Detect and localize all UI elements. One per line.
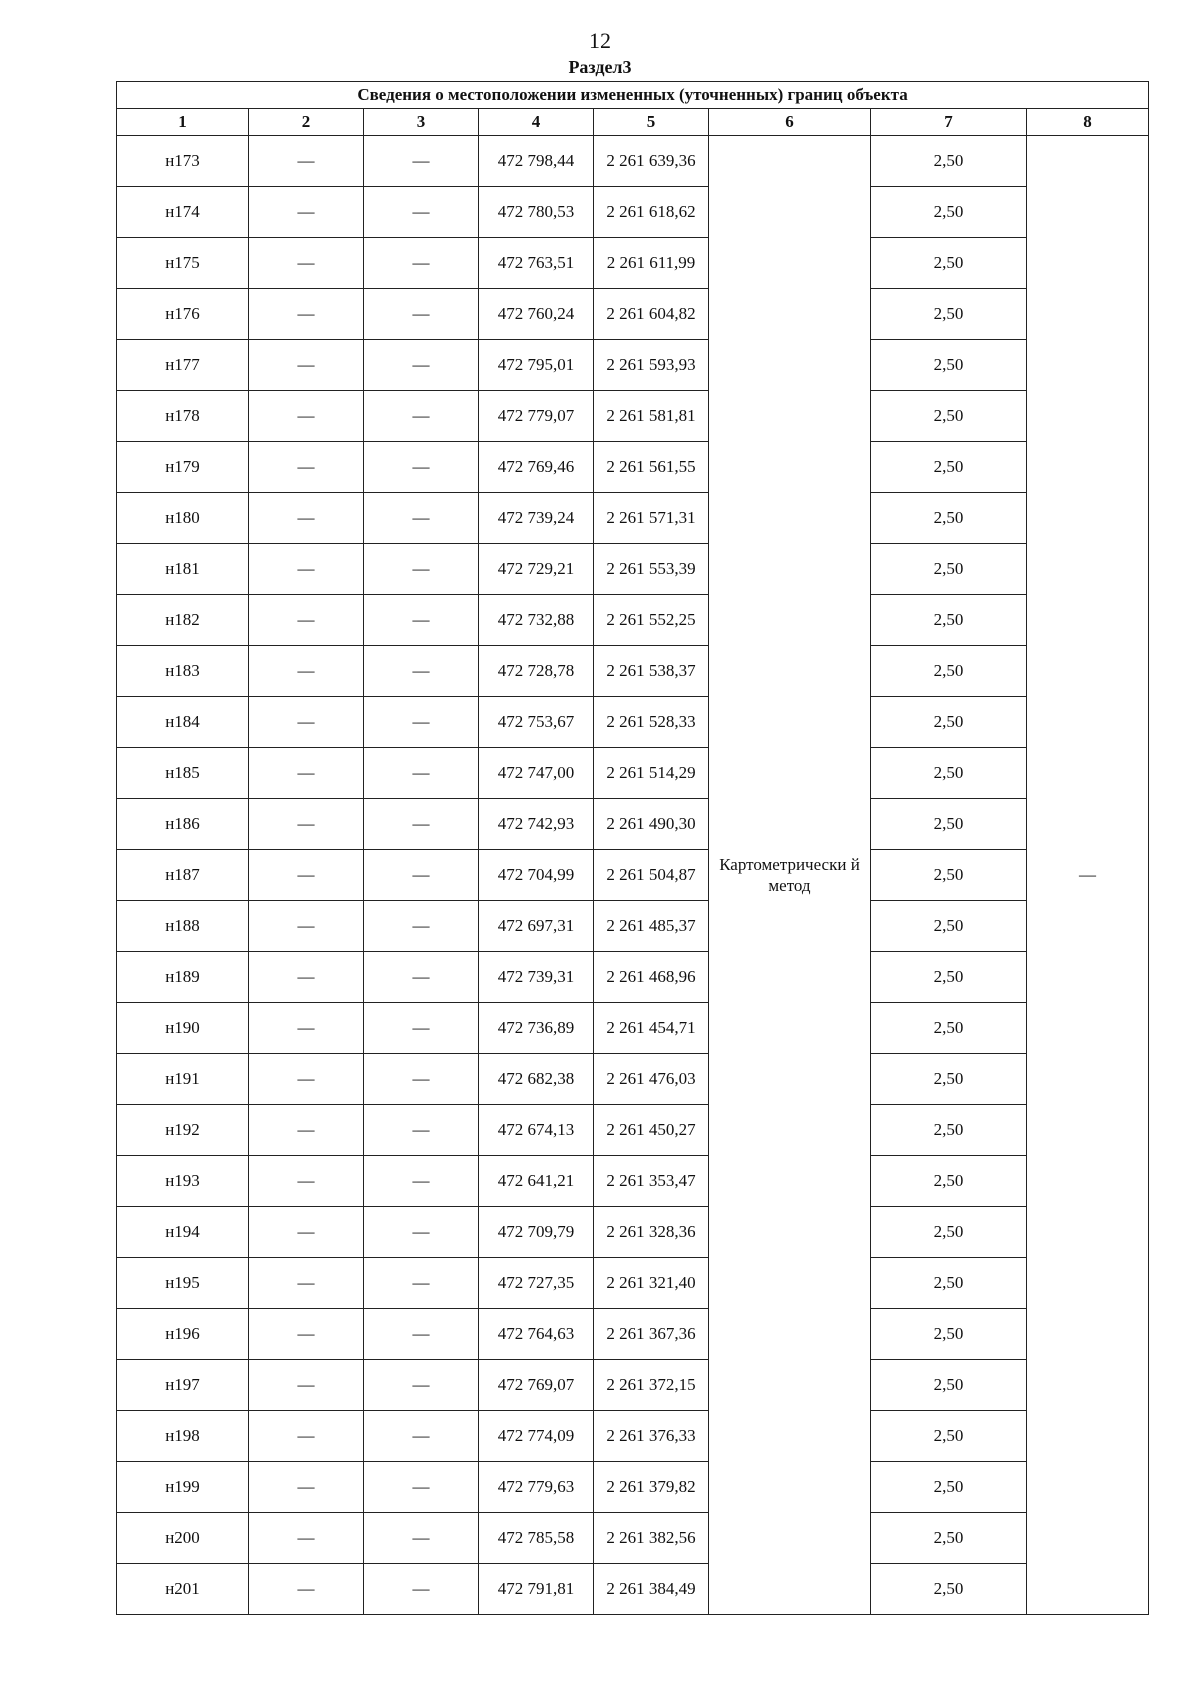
table-row xyxy=(117,289,1149,340)
page-number: 12 xyxy=(589,28,611,53)
table-row xyxy=(117,187,1149,238)
column-2-cell: — xyxy=(249,595,364,646)
column-3-cell: — xyxy=(364,136,479,187)
x-coordinate-cell: 472 641,21 xyxy=(479,1156,594,1207)
point-name-cell: н176 xyxy=(117,289,249,340)
table-row xyxy=(117,1105,1149,1156)
x-coordinate-cell: 472 779,63 xyxy=(479,1462,594,1513)
accuracy-cell: 2,50 xyxy=(871,493,1027,544)
x-coordinate-cell: 472 727,35 xyxy=(479,1258,594,1309)
y-coordinate-cell: 2 261 367,36 xyxy=(594,1309,709,1360)
accuracy-cell: 2,50 xyxy=(871,1309,1027,1360)
accuracy-cell: 2,50 xyxy=(871,442,1027,493)
point-name-cell: н177 xyxy=(117,340,249,391)
y-coordinate-cell: 2 261 593,93 xyxy=(594,340,709,391)
point-name-cell: н191 xyxy=(117,1054,249,1105)
column-3-cell: — xyxy=(364,646,479,697)
column-3-cell: — xyxy=(364,1105,479,1156)
column-2-cell: — xyxy=(249,1258,364,1309)
column-3-cell: — xyxy=(364,1054,479,1105)
table-row xyxy=(117,544,1149,595)
y-coordinate-cell: 2 261 528,33 xyxy=(594,697,709,748)
x-coordinate-cell: 472 747,00 xyxy=(479,748,594,799)
y-coordinate-cell: 2 261 571,31 xyxy=(594,493,709,544)
column-number: 6 xyxy=(709,109,871,136)
x-coordinate-cell: 472 739,24 xyxy=(479,493,594,544)
accuracy-cell: 2,50 xyxy=(871,1207,1027,1258)
point-name-cell: н181 xyxy=(117,544,249,595)
column-3-cell: — xyxy=(364,1462,479,1513)
column-2-cell: — xyxy=(249,799,364,850)
point-name-cell: н182 xyxy=(117,595,249,646)
x-coordinate-cell: 472 764,63 xyxy=(479,1309,594,1360)
column-3-cell: — xyxy=(364,799,479,850)
column-3-cell: — xyxy=(364,289,479,340)
column-2-cell: — xyxy=(249,1462,364,1513)
column-2-cell: — xyxy=(249,136,364,187)
point-name-cell: н196 xyxy=(117,1309,249,1360)
point-name-cell: н178 xyxy=(117,391,249,442)
point-name-cell: н188 xyxy=(117,901,249,952)
y-coordinate-cell: 2 261 454,71 xyxy=(594,1003,709,1054)
column-2-cell: — xyxy=(249,238,364,289)
column-2-cell: — xyxy=(249,646,364,697)
point-name-cell: н194 xyxy=(117,1207,249,1258)
x-coordinate-cell: 472 732,88 xyxy=(479,595,594,646)
point-name-cell: н183 xyxy=(117,646,249,697)
y-coordinate-cell: 2 261 490,30 xyxy=(594,799,709,850)
column-2-cell: — xyxy=(249,952,364,1003)
section-title: Раздел3 xyxy=(568,57,632,77)
column-2-cell: — xyxy=(249,1207,364,1258)
column-2-cell: — xyxy=(249,340,364,391)
table-row xyxy=(117,850,1149,901)
column-3-cell: — xyxy=(364,1411,479,1462)
table-row xyxy=(117,697,1149,748)
table-row xyxy=(117,646,1149,697)
table-row xyxy=(117,1258,1149,1309)
y-coordinate-cell: 2 261 639,36 xyxy=(594,136,709,187)
column-3-cell: — xyxy=(364,544,479,595)
method-text: Картометрически й метод xyxy=(719,855,860,895)
column-3-cell: — xyxy=(364,748,479,799)
column-3-cell: — xyxy=(364,1156,479,1207)
column-2-cell: — xyxy=(249,442,364,493)
point-name-cell: н185 xyxy=(117,748,249,799)
point-name-cell: н173 xyxy=(117,136,249,187)
table-row xyxy=(117,1309,1149,1360)
x-coordinate-cell: 472 697,31 xyxy=(479,901,594,952)
column-3-cell: — xyxy=(364,1003,479,1054)
y-coordinate-cell: 2 261 384,49 xyxy=(594,1564,709,1615)
accuracy-cell: 2,50 xyxy=(871,1105,1027,1156)
y-coordinate-cell: 2 261 379,82 xyxy=(594,1462,709,1513)
column-3-cell: — xyxy=(364,340,479,391)
x-coordinate-cell: 472 795,01 xyxy=(479,340,594,391)
x-coordinate-cell: 472 779,07 xyxy=(479,391,594,442)
table-row xyxy=(117,442,1149,493)
column-3-cell: — xyxy=(364,697,479,748)
accuracy-cell: 2,50 xyxy=(871,1360,1027,1411)
boundary-table xyxy=(116,81,1149,1615)
accuracy-cell: 2,50 xyxy=(871,289,1027,340)
x-coordinate-cell: 472 728,78 xyxy=(479,646,594,697)
column-2-cell: — xyxy=(249,748,364,799)
column-number: 1 xyxy=(117,109,249,136)
x-coordinate-cell: 472 760,24 xyxy=(479,289,594,340)
x-coordinate-cell: 472 769,46 xyxy=(479,442,594,493)
accuracy-cell: 2,50 xyxy=(871,1156,1027,1207)
accuracy-cell: 2,50 xyxy=(871,391,1027,442)
table-row xyxy=(117,1360,1149,1411)
column-2-cell: — xyxy=(249,1054,364,1105)
point-name-cell: н187 xyxy=(117,850,249,901)
x-coordinate-cell: 472 791,81 xyxy=(479,1564,594,1615)
x-coordinate-cell: 472 739,31 xyxy=(479,952,594,1003)
accuracy-cell: 2,50 xyxy=(871,187,1027,238)
column-8-cell: — xyxy=(1027,136,1149,1615)
y-coordinate-cell: 2 261 372,15 xyxy=(594,1360,709,1411)
accuracy-cell: 2,50 xyxy=(871,952,1027,1003)
y-coordinate-cell: 2 261 581,81 xyxy=(594,391,709,442)
point-name-cell: н190 xyxy=(117,1003,249,1054)
accuracy-cell: 2,50 xyxy=(871,901,1027,952)
y-coordinate-cell: 2 261 611,99 xyxy=(594,238,709,289)
point-name-cell: н192 xyxy=(117,1105,249,1156)
x-coordinate-cell: 472 769,07 xyxy=(479,1360,594,1411)
y-coordinate-cell: 2 261 538,37 xyxy=(594,646,709,697)
y-coordinate-cell: 2 261 553,39 xyxy=(594,544,709,595)
accuracy-cell: 2,50 xyxy=(871,1462,1027,1513)
accuracy-cell: 2,50 xyxy=(871,1003,1027,1054)
column-3-cell: — xyxy=(364,391,479,442)
column-2-cell: — xyxy=(249,187,364,238)
x-coordinate-cell: 472 774,09 xyxy=(479,1411,594,1462)
column-2-cell: — xyxy=(249,1105,364,1156)
column-2-cell: — xyxy=(249,1513,364,1564)
column-3-cell: — xyxy=(364,187,479,238)
table-row xyxy=(117,493,1149,544)
table-row xyxy=(117,1054,1149,1105)
x-coordinate-cell: 472 763,51 xyxy=(479,238,594,289)
point-name-cell: н199 xyxy=(117,1462,249,1513)
table-row xyxy=(117,1564,1149,1615)
column-3-cell: — xyxy=(364,1207,479,1258)
method-cell xyxy=(709,136,871,1615)
y-coordinate-cell: 2 261 468,96 xyxy=(594,952,709,1003)
column-number: 4 xyxy=(479,109,594,136)
column-2-cell: — xyxy=(249,391,364,442)
table-row xyxy=(117,391,1149,442)
column-2-cell: — xyxy=(249,1003,364,1054)
accuracy-cell: 2,50 xyxy=(871,646,1027,697)
point-name-cell: н195 xyxy=(117,1258,249,1309)
table-caption: Сведения о местоположении измененных (уточненных) границ объекта xyxy=(117,82,1149,109)
table-row xyxy=(117,136,1149,187)
y-coordinate-cell: 2 261 618,62 xyxy=(594,187,709,238)
column-3-cell: — xyxy=(364,952,479,1003)
column-3-cell: — xyxy=(364,442,479,493)
accuracy-cell: 2,50 xyxy=(871,1258,1027,1309)
y-coordinate-cell: 2 261 353,47 xyxy=(594,1156,709,1207)
accuracy-cell: 2,50 xyxy=(871,1564,1027,1615)
column-3-cell: — xyxy=(364,1513,479,1564)
point-name-cell: н186 xyxy=(117,799,249,850)
y-coordinate-cell: 2 261 514,29 xyxy=(594,748,709,799)
accuracy-cell: 2,50 xyxy=(871,544,1027,595)
column-2-cell: — xyxy=(249,850,364,901)
column-2-cell: — xyxy=(249,697,364,748)
accuracy-cell: 2,50 xyxy=(871,1054,1027,1105)
x-coordinate-cell: 472 709,79 xyxy=(479,1207,594,1258)
column-number: 5 xyxy=(594,109,709,136)
x-coordinate-cell: 472 753,67 xyxy=(479,697,594,748)
y-coordinate-cell: 2 261 485,37 xyxy=(594,901,709,952)
column-3-cell: — xyxy=(364,1309,479,1360)
column-2-cell: — xyxy=(249,901,364,952)
x-coordinate-cell: 472 736,89 xyxy=(479,1003,594,1054)
column-number-row xyxy=(117,109,1149,136)
column-3-cell: — xyxy=(364,901,479,952)
table-row xyxy=(117,748,1149,799)
y-coordinate-cell: 2 261 504,87 xyxy=(594,850,709,901)
accuracy-cell: 2,50 xyxy=(871,238,1027,289)
column-number: 2 xyxy=(249,109,364,136)
column-2-cell: — xyxy=(249,289,364,340)
accuracy-cell: 2,50 xyxy=(871,595,1027,646)
accuracy-cell: 2,50 xyxy=(871,1513,1027,1564)
table-row xyxy=(117,901,1149,952)
table-row xyxy=(117,1462,1149,1513)
table-row xyxy=(117,1207,1149,1258)
accuracy-cell: 2,50 xyxy=(871,697,1027,748)
column-2-cell: — xyxy=(249,1411,364,1462)
y-coordinate-cell: 2 261 561,55 xyxy=(594,442,709,493)
accuracy-cell: 2,50 xyxy=(871,136,1027,187)
point-name-cell: н180 xyxy=(117,493,249,544)
point-name-cell: н200 xyxy=(117,1513,249,1564)
x-coordinate-cell: 472 780,53 xyxy=(479,187,594,238)
point-name-cell: н198 xyxy=(117,1411,249,1462)
point-name-cell: н189 xyxy=(117,952,249,1003)
table-row xyxy=(117,1003,1149,1054)
column-3-cell: — xyxy=(364,850,479,901)
x-coordinate-cell: 472 682,38 xyxy=(479,1054,594,1105)
table-row xyxy=(117,340,1149,391)
y-coordinate-cell: 2 261 328,36 xyxy=(594,1207,709,1258)
point-name-cell: н184 xyxy=(117,697,249,748)
table-row xyxy=(117,799,1149,850)
point-name-cell: н179 xyxy=(117,442,249,493)
column-number: 8 xyxy=(1027,109,1149,136)
column-2-cell: — xyxy=(249,1156,364,1207)
table-row xyxy=(117,1411,1149,1462)
table-row xyxy=(117,238,1149,289)
column-3-cell: — xyxy=(364,595,479,646)
y-coordinate-cell: 2 261 321,40 xyxy=(594,1258,709,1309)
column-2-cell: — xyxy=(249,493,364,544)
point-name-cell: н174 xyxy=(117,187,249,238)
point-name-cell: н175 xyxy=(117,238,249,289)
column-2-cell: — xyxy=(249,1360,364,1411)
column-3-cell: — xyxy=(364,238,479,289)
y-coordinate-cell: 2 261 604,82 xyxy=(594,289,709,340)
x-coordinate-cell: 472 742,93 xyxy=(479,799,594,850)
column-3-cell: — xyxy=(364,1360,479,1411)
accuracy-cell: 2,50 xyxy=(871,799,1027,850)
column-2-cell: — xyxy=(249,1564,364,1615)
accuracy-cell: 2,50 xyxy=(871,748,1027,799)
y-coordinate-cell: 2 261 450,27 xyxy=(594,1105,709,1156)
x-coordinate-cell: 472 674,13 xyxy=(479,1105,594,1156)
y-coordinate-cell: 2 261 552,25 xyxy=(594,595,709,646)
accuracy-cell: 2,50 xyxy=(871,340,1027,391)
x-coordinate-cell: 472 729,21 xyxy=(479,544,594,595)
point-name-cell: н193 xyxy=(117,1156,249,1207)
table-row xyxy=(117,1513,1149,1564)
y-coordinate-cell: 2 261 476,03 xyxy=(594,1054,709,1105)
column-number: 7 xyxy=(871,109,1027,136)
x-coordinate-cell: 472 798,44 xyxy=(479,136,594,187)
column-2-cell: — xyxy=(249,1309,364,1360)
column-number: 3 xyxy=(364,109,479,136)
column-3-cell: — xyxy=(364,1258,479,1309)
table-row xyxy=(117,952,1149,1003)
column-3-cell: — xyxy=(364,493,479,544)
column-3-cell: — xyxy=(364,1564,479,1615)
x-coordinate-cell: 472 785,58 xyxy=(479,1513,594,1564)
y-coordinate-cell: 2 261 376,33 xyxy=(594,1411,709,1462)
table-row xyxy=(117,1156,1149,1207)
point-name-cell: н197 xyxy=(117,1360,249,1411)
point-name-cell: н201 xyxy=(117,1564,249,1615)
y-coordinate-cell: 2 261 382,56 xyxy=(594,1513,709,1564)
accuracy-cell: 2,50 xyxy=(871,850,1027,901)
accuracy-cell: 2,50 xyxy=(871,1411,1027,1462)
column-2-cell: — xyxy=(249,544,364,595)
table-row xyxy=(117,595,1149,646)
x-coordinate-cell: 472 704,99 xyxy=(479,850,594,901)
